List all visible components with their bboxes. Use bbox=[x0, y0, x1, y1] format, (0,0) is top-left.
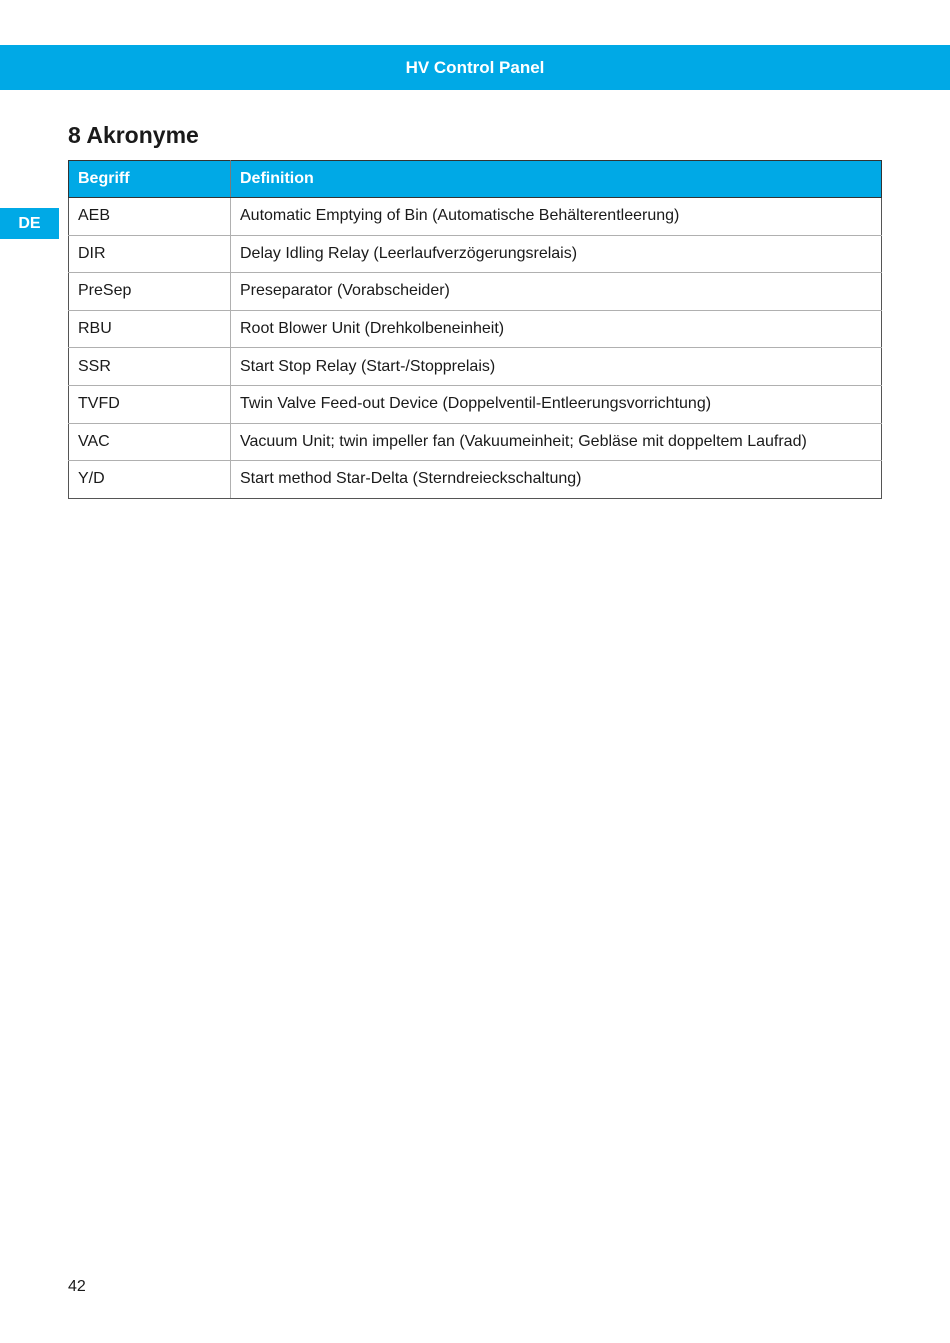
term-cell: AEB bbox=[69, 198, 231, 236]
definition-cell: Automatic Emptying of Bin (Automatische Behälterentleerung) bbox=[231, 198, 882, 236]
table-row bbox=[69, 273, 882, 311]
column-header-definition: Definition bbox=[231, 161, 882, 198]
table-row bbox=[69, 198, 882, 236]
term-cell: DIR bbox=[69, 235, 231, 273]
page-number: 42 bbox=[68, 1278, 86, 1295]
column-header-term: Begriff bbox=[69, 161, 231, 198]
acronym-table bbox=[68, 160, 882, 499]
term-cell: RBU bbox=[69, 310, 231, 348]
term-cell: Y/D bbox=[69, 461, 231, 499]
term-cell: PreSep bbox=[69, 273, 231, 311]
table-row bbox=[69, 385, 882, 423]
section-title: 8 Akronyme bbox=[68, 122, 199, 148]
document-title: HV Control Panel bbox=[405, 57, 545, 77]
term-cell: VAC bbox=[69, 423, 231, 461]
table-row bbox=[69, 235, 882, 273]
table-row bbox=[69, 348, 882, 386]
table-row bbox=[69, 461, 882, 499]
definition-cell: Vacuum Unit; twin impeller fan (Vakuumeinheit; Gebläse mit doppeltem Laufrad) bbox=[231, 423, 882, 461]
language-tab bbox=[0, 208, 59, 239]
term-cell: TVFD bbox=[69, 385, 231, 423]
table-row bbox=[69, 310, 882, 348]
definition-cell: Start Stop Relay (Start-/Stopprelais) bbox=[231, 348, 882, 386]
definition-cell: Twin Valve Feed-out Device (Doppelventil-Entleerungsvorrichtung) bbox=[231, 385, 882, 423]
definition-cell: Delay Idling Relay (Leerlaufverzögerungsrelais) bbox=[231, 235, 882, 273]
definition-cell: Start method Star-Delta (Sterndreieckschaltung) bbox=[231, 461, 882, 499]
table-row bbox=[69, 423, 882, 461]
definition-cell: Preseparator (Vorabscheider) bbox=[231, 273, 882, 311]
header-bar bbox=[0, 45, 950, 90]
language-label: DE bbox=[18, 214, 41, 232]
table-header-row bbox=[69, 161, 882, 198]
definition-cell: Root Blower Unit (Drehkolbeneinheit) bbox=[231, 310, 882, 348]
term-cell: SSR bbox=[69, 348, 231, 386]
